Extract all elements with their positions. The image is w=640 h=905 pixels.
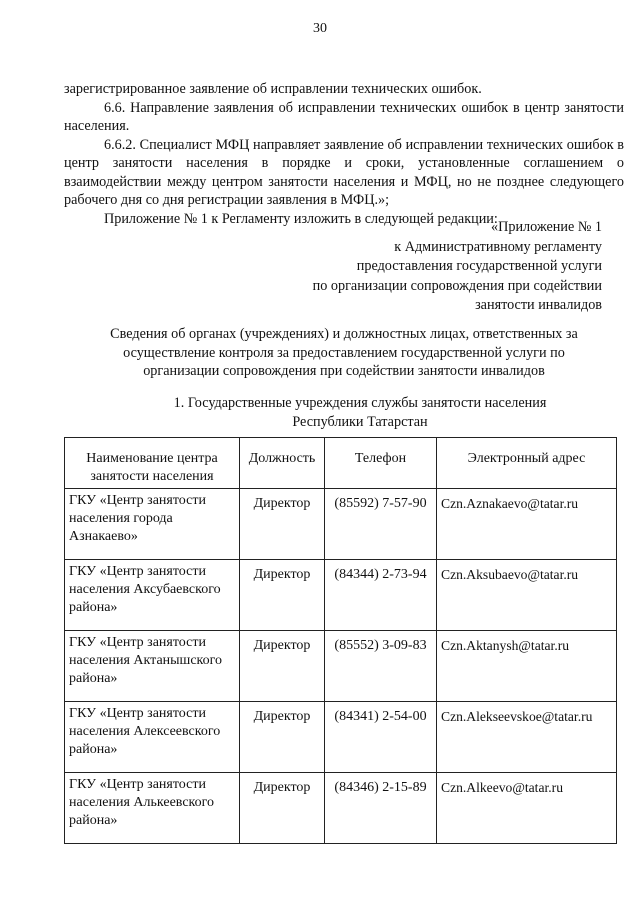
cell-name-line: населения Аксубаевского — [69, 582, 221, 597]
appendix-line: предоставления государственной услуги — [356, 258, 602, 274]
cell-position: Директор — [240, 702, 325, 773]
info-title-line: осуществление контроля за предоставлением государственной услуги по — [123, 344, 565, 361]
cell-position: Директор — [240, 631, 325, 702]
info-title-line: Сведения об органах (учреждениях) и должностных лицах, ответственных за — [110, 326, 578, 342]
cell-name-line: ГКУ «Центр занятости — [69, 493, 206, 508]
paragraph: зарегистрированное заявление об исправлении технических ошибок. — [64, 81, 482, 97]
page-number: 30 — [313, 21, 327, 36]
header-phone: Телефон — [325, 438, 437, 489]
cell-name — [65, 631, 240, 702]
appendix-line: по организации сопровождения при содействии — [312, 277, 602, 294]
cell-name-line: района» — [69, 742, 118, 757]
appendix-heading — [313, 218, 602, 316]
cell-name-line: населения Алькеевского — [69, 795, 215, 810]
header-email: Электронный адрес — [437, 438, 617, 489]
cell-position: Директор — [240, 489, 325, 560]
cell-email: Czn.Alkeevo@tatar.ru — [437, 773, 617, 844]
table-row — [65, 489, 617, 560]
cell-name-line: населения города — [69, 511, 173, 526]
cell-name-line: Азнакаево» — [69, 529, 138, 544]
appendix-line: к Административному регламенту — [394, 238, 602, 255]
cell-phone: (84346) 2-15-89 — [325, 773, 437, 844]
info-title — [64, 325, 624, 381]
header-name — [65, 438, 240, 489]
cell-name-line: ГКУ «Центр занятости — [69, 635, 206, 650]
table-row — [65, 631, 617, 702]
body-text — [64, 80, 624, 228]
cell-phone: (84341) 2-54-00 — [325, 702, 437, 773]
header-name-line: Наименование центра — [86, 451, 218, 466]
header-name-line: занятости населения — [90, 469, 214, 484]
cell-name-line: ГКУ «Центр занятости — [69, 706, 206, 721]
cell-name — [65, 773, 240, 844]
cell-name-line: населения Актанышского — [69, 653, 223, 668]
cell-name-line: района» — [69, 813, 118, 828]
info-title-line: организации сопровождения при содействии занятости инвалидов — [143, 363, 545, 379]
cell-name-line: района» — [69, 600, 118, 615]
table-row — [65, 560, 617, 631]
cell-name — [65, 560, 240, 631]
cell-name — [65, 702, 240, 773]
section-title-line: 1. Государственные учреждения службы занятости населения — [173, 395, 547, 411]
section-title-line: Республики Татарстан — [292, 413, 428, 430]
header-position: Должность — [240, 438, 325, 489]
cell-name — [65, 489, 240, 560]
cell-name-line: района» — [69, 671, 118, 686]
cell-position: Директор — [240, 773, 325, 844]
cell-position: Директор — [240, 560, 325, 631]
cell-phone: (85592) 7-57-90 — [325, 489, 437, 560]
cell-phone: (85552) 3-09-83 — [325, 631, 437, 702]
cell-email: Czn.Alekseevskoe@tatar.ru — [437, 702, 617, 773]
cell-phone: (84344) 2-73-94 — [325, 560, 437, 631]
table-row — [65, 773, 617, 844]
cell-name-line: ГКУ «Центр занятости — [69, 564, 206, 579]
paragraph: Приложение № 1 к Регламенту изложить в следующей редакции: — [104, 210, 498, 227]
table-row — [65, 702, 617, 773]
paragraph: 6.6.2. Специалист МФЦ направляет заявление об исправлении технических ошибок в центр занятости населения в порядке и сроки, установленные соглашением о взаимодействии между центром занятости населения и МФЦ, но не позднее следующего рабочего дня со дня регистрации заявления в МФЦ.»; — [64, 136, 624, 208]
section-title — [110, 394, 610, 431]
cell-name-line: населения Алексеевского — [69, 724, 221, 739]
appendix-line: «Приложение № 1 — [491, 219, 602, 235]
appendix-line: занятости инвалидов — [475, 297, 602, 313]
cell-email: Czn.Aznakaevo@tatar.ru — [437, 489, 617, 560]
cell-name-line: ГКУ «Центр занятости — [69, 777, 206, 792]
cell-email: Czn.Aksubaevo@tatar.ru — [437, 560, 617, 631]
paragraph: 6.6. Направление заявления об исправлении технических ошибок в центр занятости населения. — [64, 99, 624, 134]
table-header-row — [65, 438, 617, 489]
cell-email: Czn.Aktanysh@tatar.ru — [437, 631, 617, 702]
employment-centers-table — [64, 437, 617, 844]
